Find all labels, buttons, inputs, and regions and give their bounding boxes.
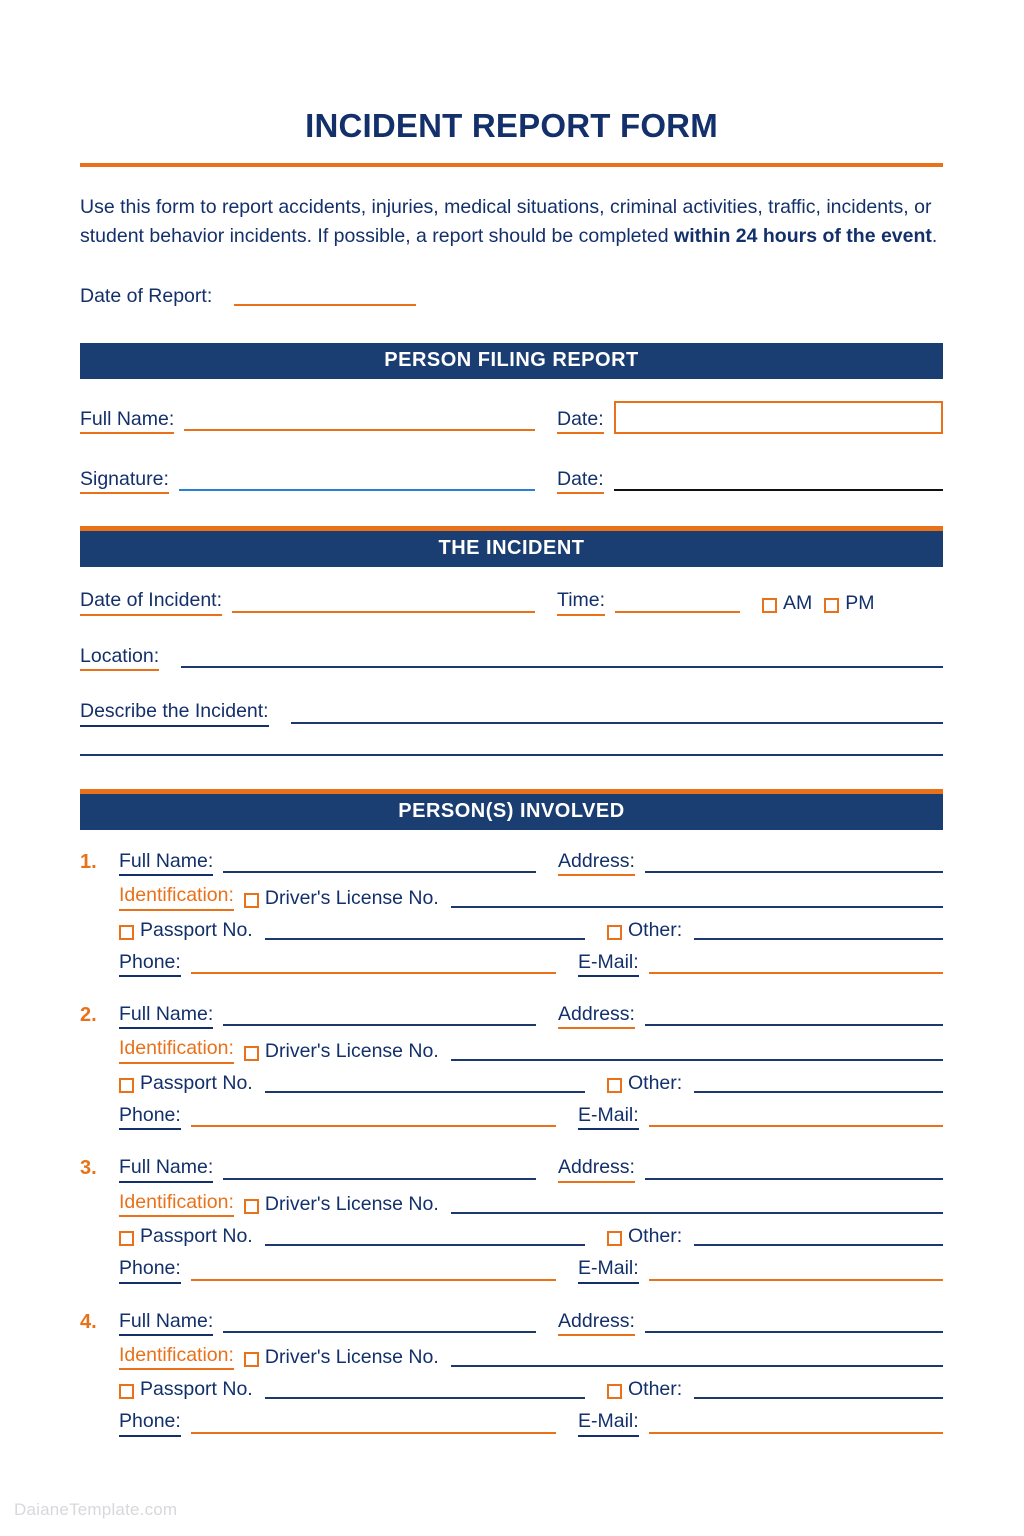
filing-row-signature-date: [80, 468, 943, 494]
person-address-label: Address:: [558, 1310, 635, 1336]
person-phone-input[interactable]: [191, 1125, 556, 1127]
person-filing-body: [80, 401, 943, 494]
person-identification-label: Identification:: [119, 1344, 234, 1370]
person-number: 4.: [80, 1310, 97, 1333]
person-full-name-group: [119, 1003, 536, 1029]
person-email-input[interactable]: [649, 972, 943, 974]
date-of-report-input[interactable]: [234, 304, 416, 306]
person-other-group: [607, 1378, 943, 1402]
drivers-license-input[interactable]: [451, 1059, 943, 1061]
person-number: 2.: [80, 1003, 97, 1026]
passport-checkbox[interactable]: [119, 1384, 134, 1399]
person-entry: [80, 850, 943, 977]
drivers-license-checkbox[interactable]: [244, 1352, 259, 1367]
filing-full-name-label: Full Name:: [80, 408, 174, 434]
other-label: Other:: [628, 918, 683, 941]
person-row-name-address: [119, 1003, 943, 1029]
passport-checkbox[interactable]: [119, 925, 134, 940]
incident-time-input[interactable]: [615, 611, 740, 613]
filing-full-name-input[interactable]: [184, 429, 535, 431]
person-number: 1.: [80, 850, 97, 873]
person-address-label: Address:: [558, 1003, 635, 1029]
person-phone-group: [119, 1257, 556, 1283]
drivers-license-input[interactable]: [451, 906, 943, 908]
person-address-label: Address:: [558, 850, 635, 876]
passport-label: Passport No.: [140, 1378, 253, 1401]
incident-date-label: Date of Incident:: [80, 589, 222, 615]
person-row-passport-other: [119, 1378, 943, 1402]
filing-signature-label: Signature:: [80, 468, 169, 494]
person-email-group: [578, 951, 943, 977]
person-fields: [119, 1003, 943, 1130]
person-address-input[interactable]: [645, 1178, 943, 1180]
incident-time-label: Time:: [557, 589, 605, 615]
person-phone-label: Phone:: [119, 1104, 181, 1130]
drivers-license-checkbox[interactable]: [244, 1046, 259, 1061]
incident-row-location: [80, 645, 943, 671]
person-email-label: E-Mail:: [578, 951, 639, 977]
drivers-license-checkbox[interactable]: [244, 893, 259, 908]
filing-date-group: [557, 401, 943, 434]
person-row-identification: [119, 1191, 943, 1217]
person-email-input[interactable]: [649, 1279, 943, 1281]
am-label: AM: [783, 591, 813, 614]
date-of-report-row: [80, 285, 943, 309]
other-checkbox[interactable]: [607, 925, 622, 940]
person-passport-group: [119, 919, 585, 943]
am-checkbox[interactable]: [762, 598, 777, 613]
filing-signature-date-group: [557, 468, 943, 494]
title-divider: [80, 163, 943, 167]
person-phone-label: Phone:: [119, 1410, 181, 1436]
person-row-identification: [119, 1344, 943, 1370]
other-checkbox[interactable]: [607, 1078, 622, 1093]
other-input[interactable]: [694, 1091, 943, 1093]
person-passport-group: [119, 1225, 585, 1249]
drivers-license-label: Driver's License No.: [264, 1346, 439, 1369]
person-other-group: [607, 1225, 943, 1249]
person-phone-input[interactable]: [191, 1432, 556, 1434]
person-email-label: E-Mail:: [578, 1257, 639, 1283]
passport-input[interactable]: [265, 938, 585, 940]
person-phone-input[interactable]: [191, 1279, 556, 1281]
person-phone-group: [119, 951, 556, 977]
filing-date-input-box[interactable]: [614, 401, 943, 434]
person-row-passport-other: [119, 1072, 943, 1096]
passport-input[interactable]: [265, 1397, 585, 1399]
person-row-identification: [119, 1037, 943, 1063]
person-entry: [80, 1003, 943, 1130]
person-full-name-input[interactable]: [223, 1331, 536, 1333]
person-fields: [119, 1156, 943, 1283]
passport-label: Passport No.: [140, 918, 253, 941]
person-email-group: [578, 1257, 943, 1283]
person-fields: [119, 1310, 943, 1437]
person-address-input[interactable]: [645, 1024, 943, 1026]
person-full-name-input[interactable]: [223, 1024, 536, 1026]
person-full-name-label: Full Name:: [119, 1156, 213, 1182]
incident-describe-input-line2[interactable]: [80, 754, 943, 756]
pm-label: PM: [845, 591, 875, 614]
person-entry: [80, 1310, 943, 1437]
person-passport-group: [119, 1072, 585, 1096]
person-full-name-group: [119, 1310, 536, 1336]
person-email-label: E-Mail:: [578, 1104, 639, 1130]
person-row-passport-other: [119, 919, 943, 943]
person-address-label: Address:: [558, 1156, 635, 1182]
person-row-identification: [119, 884, 943, 910]
drivers-license-input[interactable]: [451, 1212, 943, 1214]
section-header-persons-involved: PERSON(S) INVOLVED: [80, 789, 943, 830]
person-phone-input[interactable]: [191, 972, 556, 974]
passport-input[interactable]: [265, 1244, 585, 1246]
person-phone-group: [119, 1104, 556, 1130]
person-entry: [80, 1156, 943, 1283]
passport-input[interactable]: [265, 1091, 585, 1093]
person-phone-group: [119, 1410, 556, 1436]
filing-signature-group: [80, 468, 535, 494]
person-email-group: [578, 1410, 943, 1436]
person-full-name-group: [119, 1156, 536, 1182]
filing-full-name-group: [80, 408, 535, 434]
person-other-group: [607, 919, 943, 943]
pm-checkbox[interactable]: [824, 598, 839, 613]
person-address-input[interactable]: [645, 1331, 943, 1333]
person-full-name-label: Full Name:: [119, 850, 213, 876]
passport-checkbox[interactable]: [119, 1078, 134, 1093]
person-phone-label: Phone:: [119, 951, 181, 977]
person-full-name-group: [119, 850, 536, 876]
intro-text: Use this form to report accidents, injuries, medical situations, criminal activities, traffic, incidents, or student behavior incidents. If possible, a report should be completed: [80, 196, 932, 247]
person-phone-label: Phone:: [119, 1257, 181, 1283]
form-frame: [80, 0, 943, 1437]
other-input[interactable]: [694, 1397, 943, 1399]
person-address-group: [558, 1003, 943, 1029]
passport-checkbox[interactable]: [119, 1231, 134, 1246]
person-row-name-address: [119, 1310, 943, 1336]
filing-date-label: Date:: [557, 408, 604, 434]
intro-emphasis: within 24 hours of the event: [674, 224, 932, 247]
other-input[interactable]: [694, 938, 943, 940]
filing-signature-input[interactable]: [179, 489, 535, 491]
person-other-group: [607, 1072, 943, 1096]
other-checkbox[interactable]: [607, 1384, 622, 1399]
person-passport-group: [119, 1378, 585, 1402]
person-identification-label: Identification:: [119, 884, 234, 910]
incident-date-input[interactable]: [232, 611, 535, 613]
person-address-input[interactable]: [645, 871, 943, 873]
drivers-license-input[interactable]: [451, 1365, 943, 1367]
person-identification-label: Identification:: [119, 1191, 234, 1217]
filing-signature-date-input[interactable]: [614, 489, 943, 491]
person-full-name-input[interactable]: [223, 1178, 536, 1180]
incident-row-date-time: [80, 589, 943, 615]
person-row-passport-other: [119, 1225, 943, 1249]
drivers-license-label: Driver's License No.: [264, 886, 439, 909]
drivers-license-checkbox[interactable]: [244, 1199, 259, 1214]
drivers-license-label: Driver's License No.: [264, 1039, 439, 1062]
incident-describe-input-line1[interactable]: [291, 722, 943, 724]
person-full-name-label: Full Name:: [119, 1310, 213, 1336]
page-title: INCIDENT REPORT FORM: [305, 107, 718, 144]
person-address-group: [558, 850, 943, 876]
filing-row-name-date: [80, 401, 943, 434]
intro-period: .: [931, 224, 938, 247]
person-email-input[interactable]: [649, 1432, 943, 1434]
date-of-report-label: Date of Report:: [80, 284, 213, 307]
drivers-license-label: Driver's License No.: [264, 1193, 439, 1216]
filing-signature-date-label: Date:: [557, 468, 604, 494]
person-address-group: [558, 1156, 943, 1182]
passport-label: Passport No.: [140, 1071, 253, 1094]
person-row-phone-email: [119, 1257, 943, 1283]
incident-date-group: [80, 589, 535, 615]
section-header-person-filing: PERSON FILING REPORT: [80, 343, 943, 379]
person-number: 3.: [80, 1157, 97, 1180]
person-row-name-address: [119, 850, 943, 876]
person-email-input[interactable]: [649, 1125, 943, 1127]
incident-describe-label: Describe the Incident:: [80, 700, 269, 726]
person-full-name-label: Full Name:: [119, 1003, 213, 1029]
person-email-label: E-Mail:: [578, 1410, 639, 1436]
site-watermark: DaianeTemplate.com: [14, 1500, 178, 1519]
other-label: Other:: [628, 1378, 683, 1401]
person-address-group: [558, 1310, 943, 1336]
intro-paragraph: [80, 193, 943, 250]
other-label: Other:: [628, 1225, 683, 1248]
other-checkbox[interactable]: [607, 1231, 622, 1246]
person-row-name-address: [119, 1156, 943, 1182]
incident-time-group: [557, 589, 943, 615]
person-fields: [119, 850, 943, 977]
passport-label: Passport No.: [140, 1225, 253, 1248]
persons-involved-body: [80, 850, 943, 1437]
person-email-group: [578, 1104, 943, 1130]
incident-location-input[interactable]: [181, 666, 943, 668]
person-row-phone-email: [119, 951, 943, 977]
section-header-the-incident: THE INCIDENT: [80, 526, 943, 567]
other-input[interactable]: [694, 1244, 943, 1246]
incident-location-label: Location:: [80, 645, 159, 671]
person-full-name-input[interactable]: [223, 871, 536, 873]
incident-row-describe: [80, 700, 943, 726]
the-incident-body: [80, 589, 943, 755]
person-row-phone-email: [119, 1104, 943, 1130]
person-row-phone-email: [119, 1410, 943, 1436]
other-label: Other:: [628, 1071, 683, 1094]
person-identification-label: Identification:: [119, 1037, 234, 1063]
